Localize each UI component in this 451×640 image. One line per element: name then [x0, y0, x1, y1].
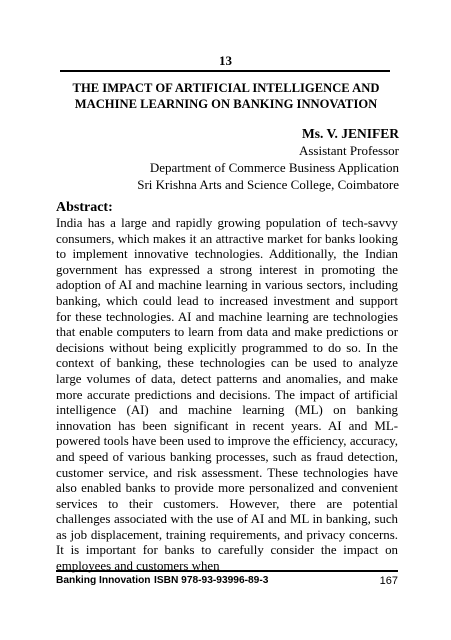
abstract-text: India has a large and rapidly growing population of tech-savvy consumers, which makes it an attractive market for banks looking to implement innovative technologies. Additionally, the Indian government has expressed a strong interest in promoting the adoption of AI and machine learning in various sectors, including banking, which could lead to increased investment and support for these technologies. AI and machine learning are technologies that enable computers to learn from data and make predictions or decisions without being explicitly programmed to do so. In the context of banking, these technologies can be used to analyze large volumes of data, detect patterns and anomalies, and make more accurate predictions and decisions. The impact of artificial intelligence (AI) and machine learning (ML) on banking innovation has been significant in recent years. AI and ML-powered tools have been used to improve the efficiency, accuracy, and speed of various banking processes, such as fraud detection, customer service, and risk assessment. These technologies have also enabled banks to provide more personalized and convenient services to their customers. However, there are potential challenges associated with the use of AI and ML in banking, such as job displacement, training requirements, and privacy concerns. It is important for banks to carefully consider the impact on employees and customers when: [56, 216, 398, 574]
page-footer: [56, 575, 398, 591]
author-department: Department of Commerce Business Application: [149, 160, 399, 175]
header-rule: [60, 70, 390, 72]
footer-book-title: Banking Innovation: [56, 575, 151, 586]
footer-rule: [56, 570, 398, 572]
chapter-number: 13: [219, 53, 232, 68]
abstract-heading: Abstract:: [56, 200, 113, 215]
footer-isbn: ISBN 978-93-93996-89-3: [154, 575, 269, 586]
chapter-title: THE IMPACT OF ARTIFICIAL INTELLIGENCE AND MACHINE LEARNING ON BANKING INNOVATION: [72, 81, 380, 111]
author-institution: Sri Krishna Arts and Science College, Coimbatore: [137, 177, 399, 192]
author-block: [137, 125, 399, 193]
author-name: Ms. V. JENIFER: [301, 126, 399, 141]
footer-page-number: 167: [379, 575, 398, 587]
author-position: Assistant Professor: [298, 143, 399, 158]
